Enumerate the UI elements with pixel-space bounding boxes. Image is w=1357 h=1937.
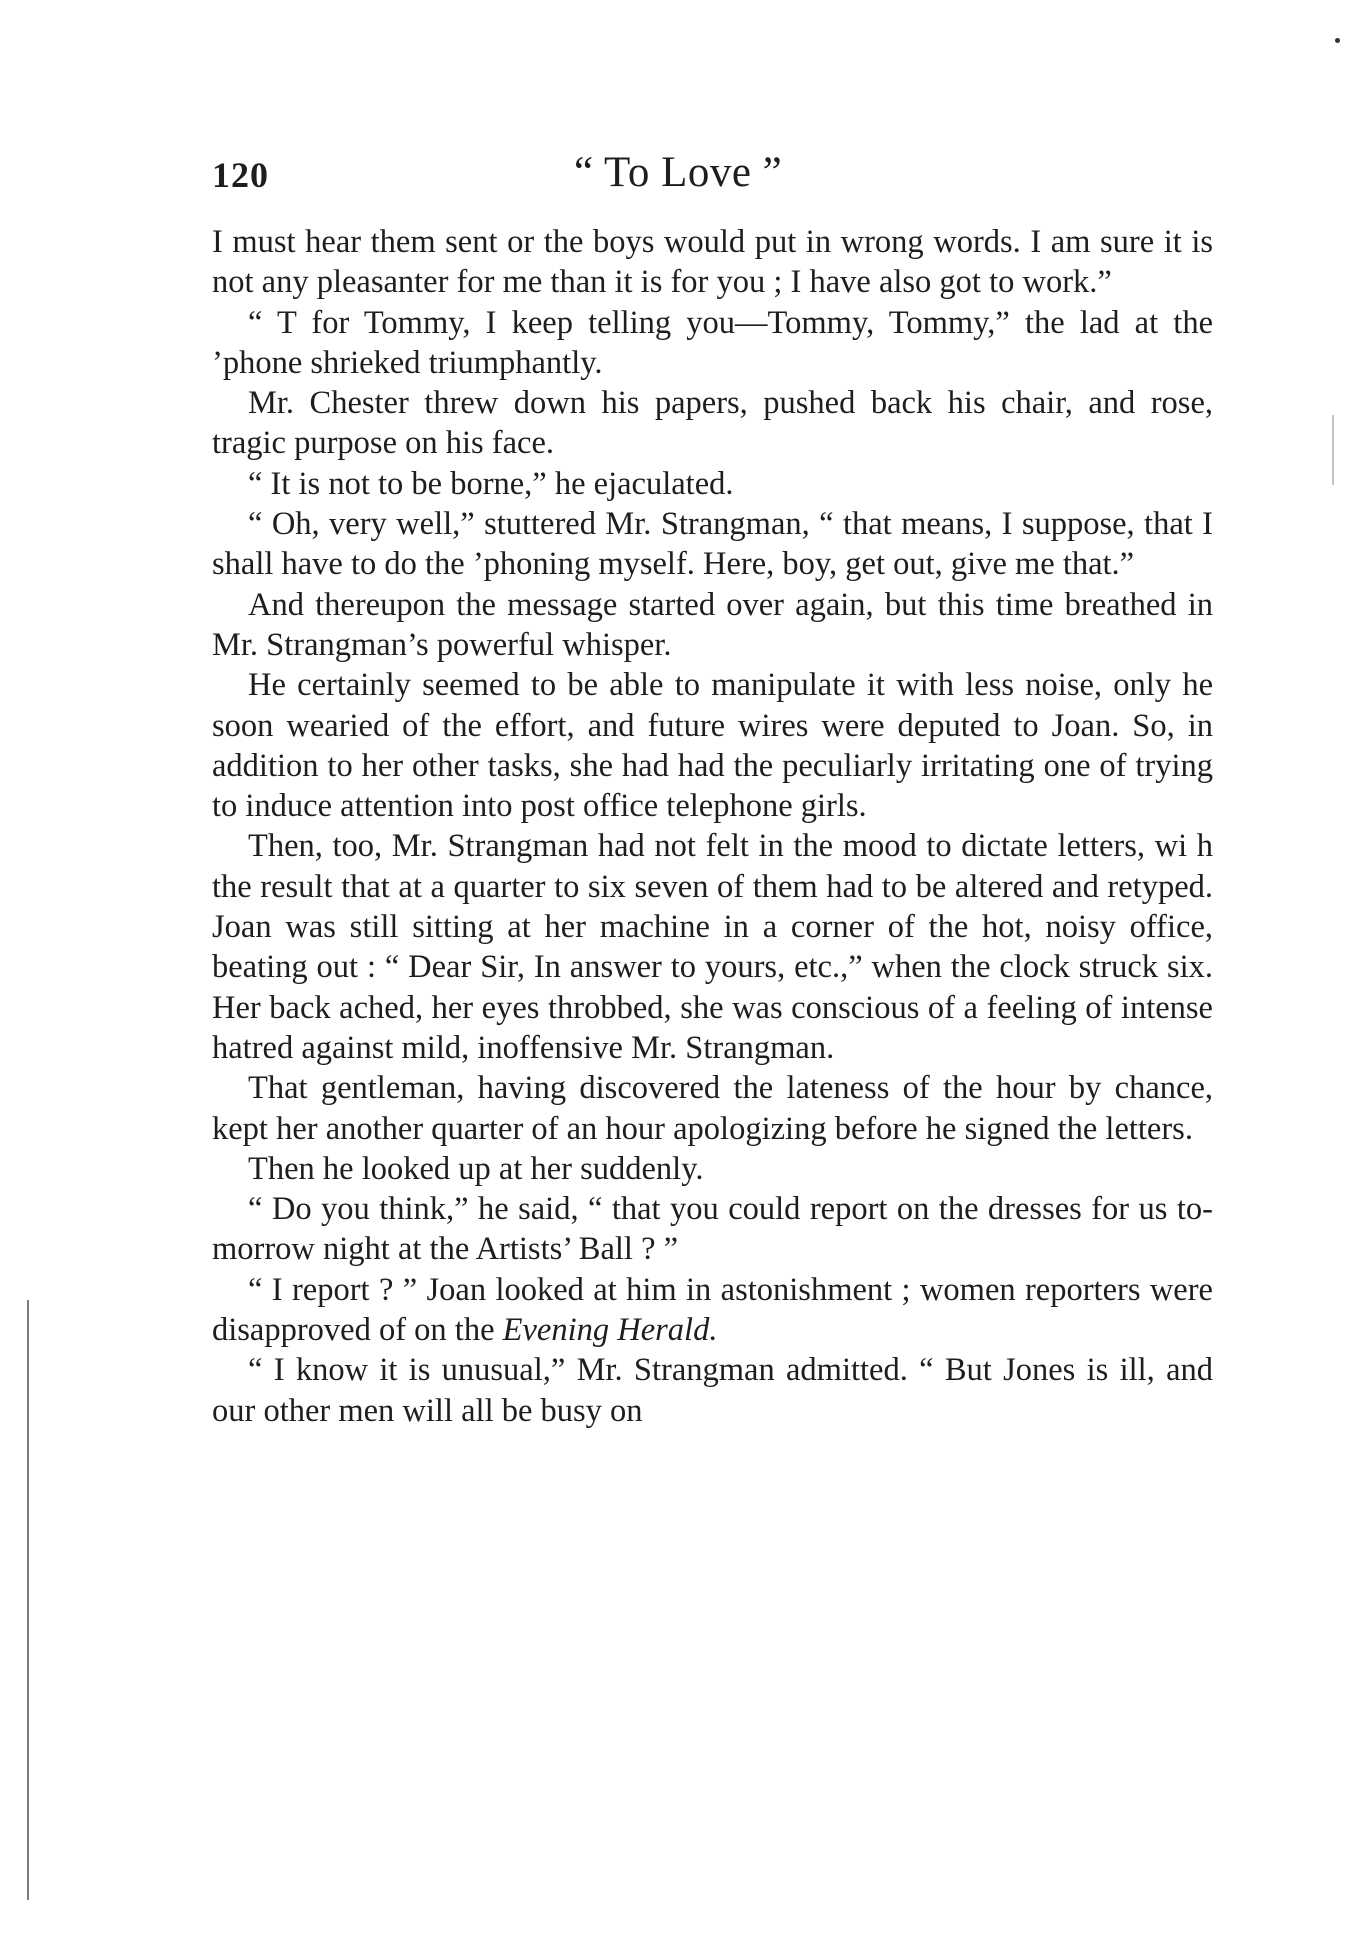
page-number: 120	[212, 155, 269, 195]
paragraph: “ Do you think,” he said, “ that you could report on the dresses for us to-morrow night at the Artists’ Ball ? ”	[212, 1191, 1213, 1268]
page-header	[212, 148, 1212, 208]
paragraph: “ I know it is unusual,” Mr. Strangman admitted. “ But Jones is ill, and our other men will all be busy on	[212, 1352, 1213, 1429]
paragraph: He certainly seemed to be able to manipulate it with less noise, only he soon wearied of the effort, and future wires were deputed to Joan. So, in addition to her other tasks, she had had the peculiarly irritating one of trying to induce attention into post office telephone girls.	[212, 667, 1213, 825]
paragraph-text: “ I report ? ” Joan looked at him in astonishment ; women reporters were disapproved of on the	[212, 1271, 1213, 1349]
scan-speck	[1335, 38, 1340, 43]
newspaper-name: Evening Herald.	[502, 1312, 718, 1349]
paragraph: And thereupon the message started over again, but this time breathed in Mr. Strangman’s powerful whisper.	[212, 586, 1213, 663]
paragraph: Then he looked up at her suddenly.	[248, 1150, 704, 1187]
paragraph: Then, too, Mr. Strangman had not felt in the mood to dictate letters, wi h the result that at a quarter to six seven of them had to be altered and retyped. Joan was still sitting at her machine in a corner of the hot, noisy office, beating out : “ Dear Sir, In answer to yours, etc.,” when the clock struck six. Her back ached, her eyes throbbed, she was conscious of a feeling of intense hatred against mild, inoffensive Mr. Strangman.	[212, 828, 1213, 1066]
paragraph: Mr. Chester threw down his papers, pushed back his chair, and rose, tragic purpose on his face.	[212, 385, 1213, 462]
paragraph: I must hear them sent or the boys would put in wrong words. I am sure it is not any pleasanter for me than it is for you ; I have also got to work.”	[212, 224, 1213, 301]
running-title: “ To Love ”	[574, 149, 783, 196]
body-text	[212, 222, 1213, 1431]
scan-margin-mark	[1332, 415, 1334, 485]
paragraph: That gentleman, having discovered the lateness of the hour by chance, kept her another quarter of an hour apologizing before he signed the letters.	[212, 1070, 1213, 1147]
scan-margin-line	[27, 1300, 29, 1900]
paragraph: “ Oh, very well,” stuttered Mr. Strangman, “ that means, I suppose, that I shall have to do the ’phoning myself. Here, boy, get out, give me that.”	[212, 506, 1213, 583]
paragraph: “ It is not to be borne,” he ejaculated.	[248, 465, 734, 502]
paragraph: “ T for Tommy, I keep telling you—Tommy, Tommy,” the lad at the ’phone shrieked triumphantly.	[212, 304, 1213, 381]
paragraph	[212, 1270, 1213, 1351]
